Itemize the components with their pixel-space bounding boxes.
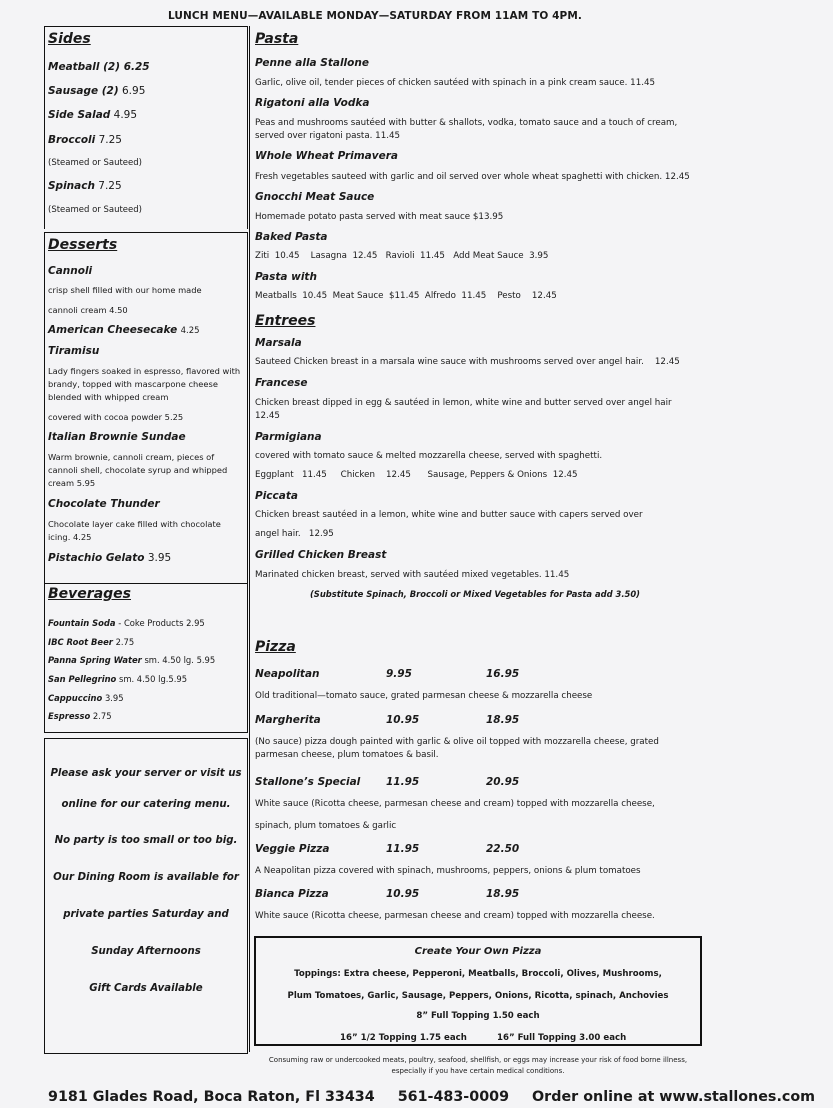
entree-grilled: Grilled Chicken Breast	[255, 549, 387, 561]
dessert-cannoli: Cannoli	[48, 265, 93, 277]
dessert-tiramisu-desc: Lady fingers soaked in espresso, flavored with brandy, topped with mascarpone cheese blended with whipped cream	[48, 366, 241, 402]
cyo-price-8: 8” Full Topping 1.50 each	[416, 1011, 540, 1021]
sides-sausage: Sausage (2) 6.95	[48, 85, 146, 97]
pizza-small-price: 11.95	[386, 776, 420, 788]
sides-meatball: Meatball (2) 6.25	[48, 61, 150, 73]
entree-francese-desc: Chicken breast dipped in egg & sautéed in lemon, white wine and butter served over angel hair 12.45	[255, 398, 672, 421]
pasta-with-desc: Meatballs 10.45 Meat Sauce $11.45 Alfredo 11.45 Pesto 12.45	[255, 291, 557, 301]
entrees-title: Entrees	[255, 313, 316, 329]
dessert-thunder-desc: Chocolate layer cake filled with chocolate icing. 4.25	[48, 519, 221, 542]
pizza-large-price: 18.95	[486, 714, 520, 726]
dessert-thunder: Chocolate Thunder	[48, 498, 160, 510]
pasta-gnocchi-desc: Homemade potato pasta served with meat sauce $13.95	[255, 212, 504, 222]
pizza-large-price: 18.95	[486, 888, 520, 900]
entree-francese: Francese	[255, 377, 308, 389]
pasta-primavera: Whole Wheat Primavera	[255, 150, 398, 162]
column-divider	[249, 26, 250, 1052]
footer-phone: 561-483-0009	[397, 1089, 510, 1105]
dessert-gelato: Pistachio Gelato 3.95	[48, 552, 172, 564]
pasta-vodka: Rigatoni alla Vodka	[255, 97, 370, 109]
pizza-name: Stallone’s Special	[255, 776, 361, 788]
pizza-desc: White sauce (Ricotta cheese, parmesan cheese and cream) topped with mozzarella cheese,	[255, 799, 655, 809]
sides-spinach-note: (Steamed or Sauteed)	[48, 205, 142, 215]
footer-online[interactable]: Order online at www.stallones.com	[532, 1089, 816, 1105]
bev-espresso: Espresso 2.75	[48, 711, 112, 721]
pizza-title: Pizza	[255, 639, 296, 655]
entree-marsala: Marsala	[255, 337, 302, 349]
dessert-cheesecake: American Cheesecake 4.25	[48, 324, 200, 336]
entree-piccata-desc2: angel hair. 12.95	[255, 529, 334, 539]
pizza-large-price: 16.95	[486, 668, 520, 680]
disclaimer-line-1: Consuming raw or undercooked meats, poultry, seafood, shellfish, or eggs may increase your risk of food borne illness,	[268, 1056, 688, 1064]
dessert-brownie-desc: Warm brownie, cannoli cream, pieces of cannoli shell, chocolate syrup and whipped cream 5.95	[48, 452, 228, 488]
dessert-tiramisu: Tiramisu	[48, 345, 100, 357]
sides-salad: Side Salad 4.95	[48, 109, 138, 121]
beverages-title: Beverages	[48, 586, 131, 602]
catering-line-2: online for our catering menu.	[61, 799, 231, 810]
beverages-section	[44, 582, 248, 733]
cyo-price-16-full: 16” Full Topping 3.00 each	[497, 1033, 627, 1043]
food-safety-disclaimer	[250, 1055, 706, 1077]
pizza-large-price: 20.95	[486, 776, 520, 788]
bev-soda: Fountain Soda - Coke Products 2.95	[48, 618, 205, 628]
create-your-own-box	[254, 936, 702, 1046]
entree-parm-desc2: Eggplant 11.45 Chicken 12.45 Sausage, Peppers & Onions 12.45	[255, 470, 578, 480]
catering-line-4: Our Dining Room is available for	[53, 872, 239, 883]
footer	[48, 1089, 816, 1105]
disclaimer-line-2: especially if you have certain medical conditions.	[391, 1067, 565, 1075]
cyo-price-16-half: 16” 1/2 Topping 1.75 each	[340, 1033, 467, 1043]
pizza-large-price: 22.50	[486, 843, 520, 855]
pizza-name: Margherita	[255, 714, 321, 726]
entree-marsala-desc: Sauteed Chicken breast in a marsala wine sauce with mushrooms served over angel hair. 12.45	[255, 357, 680, 367]
pasta-title: Pasta	[255, 31, 299, 47]
bev-cappuccino: Cappuccino 3.95	[48, 693, 124, 703]
sides-broccoli-note: (Steamed or Sauteed)	[48, 158, 142, 168]
menu-header: LUNCH MENU—AVAILABLE MONDAY—SATURDAY FROM 11AM TO 4PM.	[168, 10, 582, 22]
footer-address: 9181 Glades Road, Boca Raton, Fl 33434	[48, 1089, 375, 1105]
pizza-desc-2: spinach, plum tomatoes & garlic	[255, 821, 397, 831]
pizza-small-price: 11.95	[386, 843, 420, 855]
pizza-small-price: 10.95	[386, 888, 420, 900]
desserts-title: Desserts	[48, 237, 118, 253]
bev-rootbeer: IBC Root Beer 2.75	[48, 637, 135, 647]
dessert-cannoli-desc1: crisp shell filled with our home made	[48, 285, 202, 295]
sides-section	[44, 26, 248, 229]
pizza-name: Veggie Pizza	[255, 843, 330, 855]
pizza-desc: White sauce (Ricotta cheese, parmesan cheese and cream) topped with mozzarella cheese.	[255, 911, 655, 921]
entree-parm: Parmigiana	[255, 431, 322, 443]
pizza-small-price: 10.95	[386, 714, 420, 726]
catering-line-3: No party is too small or too big.	[54, 835, 238, 846]
catering-section	[44, 738, 248, 1054]
pasta-with: Pasta with	[255, 271, 317, 283]
desserts-section	[44, 232, 248, 584]
entree-substitute-note: (Substitute Spinach, Broccoli or Mixed Vegetables for Pasta add 3.50)	[309, 589, 640, 599]
pizza-name: Neapolitan	[255, 668, 320, 680]
pasta-primavera-desc: Fresh vegetables sauteed with garlic and oil served over whole wheat spaghetti with chicken. 12.45	[255, 172, 690, 182]
bev-panna: Panna Spring Water sm. 4.50 lg. 5.95	[48, 655, 216, 665]
pasta-baked: Baked Pasta	[255, 231, 328, 243]
cyo-title: Create Your Own Pizza	[414, 946, 542, 957]
catering-line-5: private parties Saturday and	[63, 909, 229, 920]
cyo-toppings-2: Plum Tomatoes, Garlic, Sausage, Peppers, Onions, Ricotta, spinach, Anchovies	[287, 991, 669, 1001]
entree-parm-desc1: covered with tomato sauce & melted mozzarella cheese, served with spaghetti.	[255, 451, 603, 461]
pasta-stallone-desc: Garlic, olive oil, tender pieces of chicken sautéed with spinach in a pink cream sauce. 11.45	[255, 78, 656, 88]
catering-line-7: Gift Cards Available	[89, 983, 203, 994]
dessert-tiramisu-desc2: covered with cocoa powder 5.25	[48, 412, 184, 422]
entree-grilled-desc: Marinated chicken breast, served with sautéed mixed vegetables. 11.45	[255, 570, 570, 580]
sides-spinach: Spinach 7.25	[48, 180, 122, 192]
pizza-desc: Old traditional—tomato sauce, grated parmesan cheese & mozzarella cheese	[255, 691, 593, 701]
pizza-desc: A Neapolitan pizza covered with spinach, mushrooms, peppers, onions & plum tomatoes	[255, 866, 641, 876]
sides-title: Sides	[48, 31, 91, 47]
cyo-toppings-1: Toppings: Extra cheese, Pepperoni, Meatballs, Broccoli, Olives, Mushrooms,	[294, 969, 662, 979]
sides-broccoli: Broccoli 7.25	[48, 134, 122, 146]
pizza-name: Bianca Pizza	[255, 888, 329, 900]
dessert-brownie: Italian Brownie Sundae	[48, 431, 186, 443]
pasta-gnocchi: Gnocchi Meat Sauce	[255, 191, 375, 203]
pizza-small-price: 9.95	[386, 668, 412, 680]
dessert-cannoli-desc2: cannoli cream 4.50	[48, 305, 128, 315]
catering-line-1: Please ask your server or visit us	[50, 768, 242, 779]
entree-piccata-desc1: Chicken breast sautéed in a lemon, white wine and butter sauce with capers served over	[255, 510, 643, 520]
catering-line-6: Sunday Afternoons	[91, 946, 201, 957]
pizza-desc: (No sauce) pizza dough painted with garlic & olive oil topped with mozzarella cheese, grated parmesan cheese, plum tomatoes & basil.	[255, 737, 659, 760]
pasta-vodka-desc: Peas and mushrooms sautéed with butter & shallots, vodka, tomato sauce and a touch of cream, served over rigatoni pasta. 11.45	[255, 118, 678, 141]
bev-pellegrino: San Pellegrino sm. 4.50 lg.5.95	[48, 674, 188, 684]
entree-piccata: Piccata	[255, 490, 298, 502]
pasta-baked-desc: Ziti 10.45 Lasagna 12.45 Ravioli 11.45 Add Meat Sauce 3.95	[255, 251, 549, 261]
pasta-stallone: Penne alla Stallone	[255, 57, 369, 69]
